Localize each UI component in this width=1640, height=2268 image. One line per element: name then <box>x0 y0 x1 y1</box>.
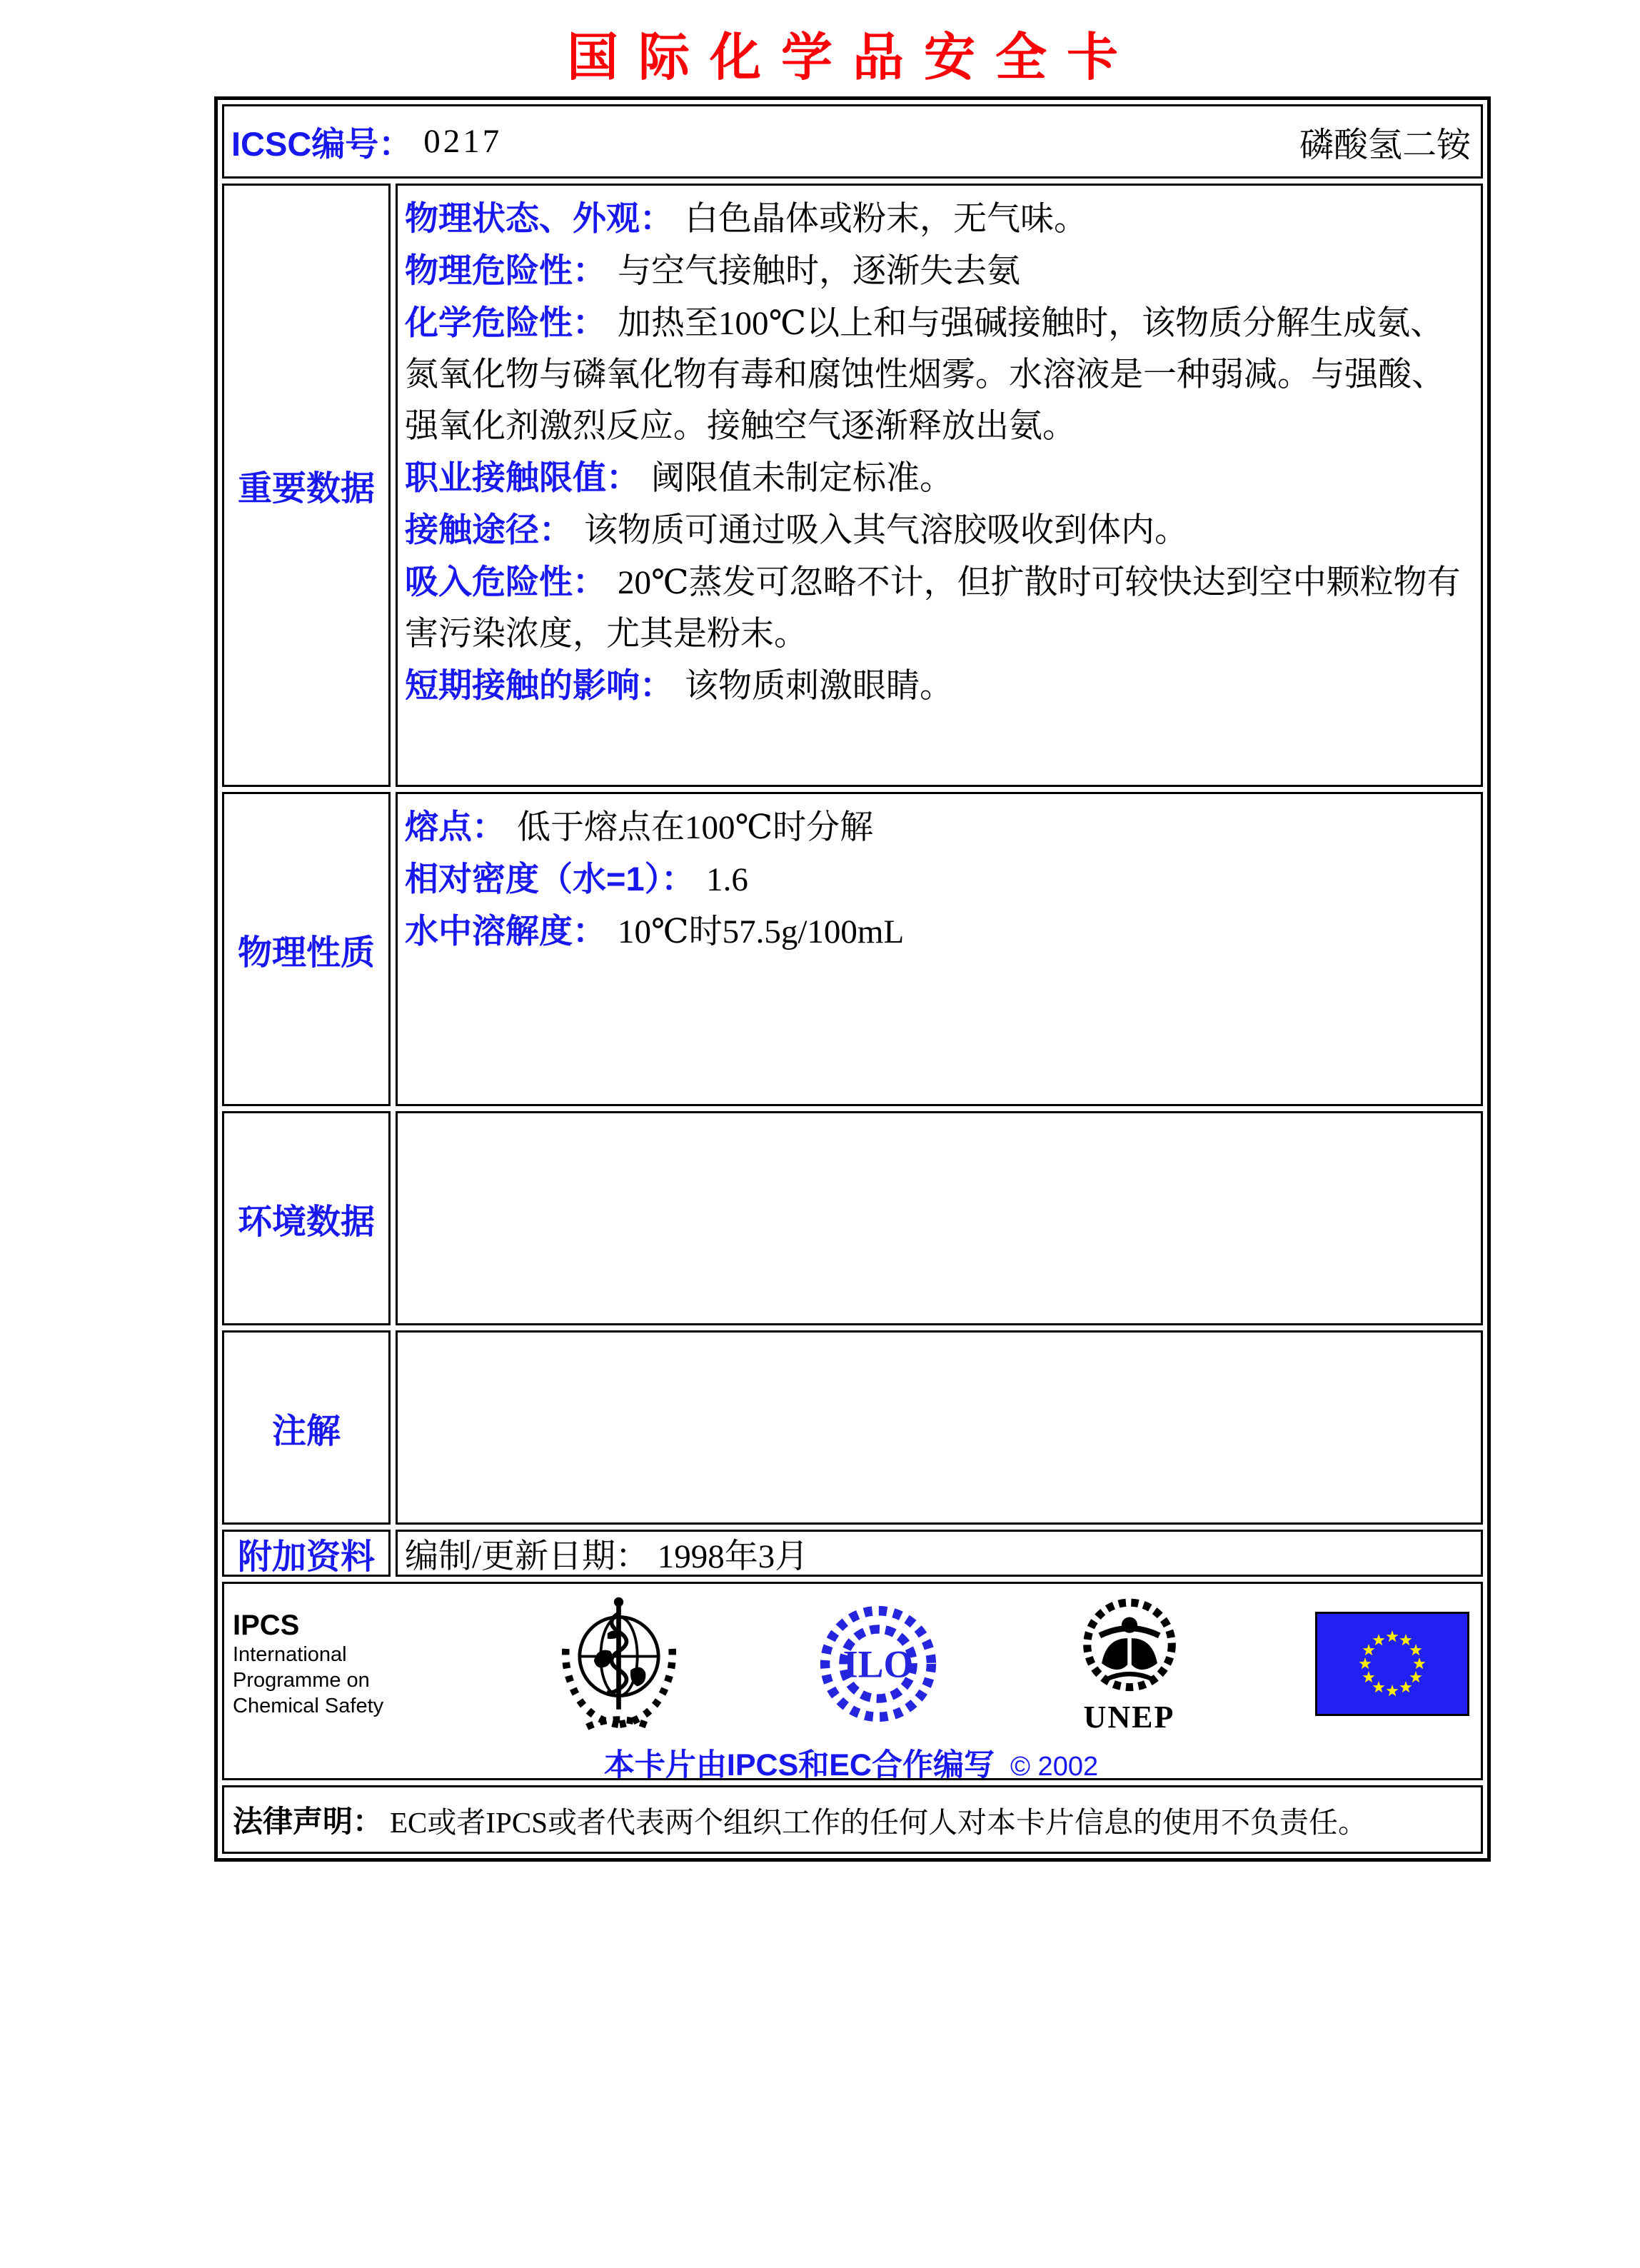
ipcs-acronym: IPCS <box>233 1610 300 1641</box>
section-row-notes <box>222 1330 1483 1525</box>
page-title: 国际化学品安全卡 <box>566 29 1138 86</box>
logo-strip <box>233 1594 1469 1734</box>
who-logo-icon <box>548 1594 690 1734</box>
section-row-additional-info <box>222 1530 1483 1577</box>
header-row <box>222 104 1483 179</box>
section-content-additional-info <box>396 1530 1483 1577</box>
content-line <box>405 853 1471 905</box>
line-text: 该物质刺激眼睛。 <box>685 668 953 705</box>
section-row-physical-properties <box>222 792 1483 1106</box>
content-line <box>405 452 1471 504</box>
ilo-logo-icon <box>813 1597 943 1730</box>
line-text: 加热至100℃以上和与强碱接触时，该物质分解生成氨、氮氧化物与磷氧化物有毒和腐蚀性烟雾。水溶液是一种弱减。与强酸、强氧化剂激烈反应。接触空气逐渐释放出氨。 <box>405 305 1445 445</box>
section-label-additional-info: 附加资料 <box>222 1530 391 1577</box>
caption-line <box>233 1741 1469 1785</box>
logos-cell <box>222 1582 1483 1780</box>
section-row-environmental-data <box>222 1111 1483 1325</box>
ipcs-subtitle-line: Chemical Safety <box>233 1695 384 1717</box>
line-text: 与空气接触时，逐渐失去氨 <box>618 253 1020 290</box>
line-text: 白色晶体或粉末，无气味。 <box>685 201 1087 238</box>
legal-row <box>222 1785 1483 1854</box>
ipcs-block <box>233 1609 424 1719</box>
ipcs-subtitle-line: Programme on <box>233 1669 370 1692</box>
header-cell <box>222 104 1483 179</box>
content-line <box>405 193 1471 245</box>
line-label: 物理危险性： <box>405 251 606 289</box>
ilo-logo-text: ILO <box>842 1642 914 1686</box>
line-label: 水中溶解度： <box>405 912 606 950</box>
update-date-text: 编制/更新日期： 1998年3月 <box>405 1537 809 1575</box>
line-label: 接触途径： <box>405 511 573 548</box>
line-label: 短期接触的影响： <box>405 666 673 704</box>
line-label: 职业接触限值： <box>405 458 640 496</box>
line-text: 20℃蒸发可忽略不计，但扩散时可较快达到空中颗粒物有害污染浓度，尤其是粉末。 <box>405 564 1461 653</box>
content-line <box>405 801 1471 853</box>
ipcs-subtitle-line: International <box>233 1643 347 1666</box>
icsc-number-label: ICSC编号： <box>231 124 413 163</box>
content-line <box>405 556 1471 660</box>
cooperation-caption: 本卡片由IPCS和EC合作编写 <box>603 1748 995 1782</box>
section-label-environmental-data: 环境数据 <box>222 1111 391 1325</box>
content-line <box>405 504 1471 556</box>
line-label: 熔点： <box>405 808 505 846</box>
section-content-environmental-data <box>396 1111 1483 1325</box>
line-text: 阈限值未制定标准。 <box>651 460 953 497</box>
line-label: 化学危险性： <box>405 303 606 341</box>
line-text: 1.6 <box>706 861 748 898</box>
line-text: 10℃时57.5g/100mL <box>618 913 905 950</box>
section-label-notes: 注解 <box>222 1330 391 1525</box>
content-line <box>405 245 1471 297</box>
eu-flag-icon <box>1315 1612 1469 1716</box>
line-label: 相对密度（水=1）： <box>405 860 695 898</box>
line-text: 低于熔点在100℃时分解 <box>517 809 874 846</box>
copyright-text: © 2002 <box>1010 1752 1099 1782</box>
chemical-name: 磷酸氢二铵 <box>1299 126 1471 164</box>
content-line <box>405 905 1471 958</box>
section-label-physical-properties: 物理性质 <box>222 792 391 1106</box>
legal-notice-text: EC或者IPCS或者代表两个组织工作的任何人对本卡片信息的使用不负责任。 <box>390 1805 1368 1839</box>
content-line <box>405 660 1471 712</box>
line-text: 该物质可通过吸入其气溶胶吸收到体内。 <box>584 512 1188 549</box>
line-label: 吸入危险性： <box>405 563 606 601</box>
logos-row <box>222 1582 1483 1780</box>
line-label: 物理状态、外观： <box>405 199 673 237</box>
content-line <box>405 297 1471 452</box>
icsc-card-table <box>214 96 1491 1862</box>
section-content-important-data <box>396 184 1483 787</box>
legal-cell <box>222 1785 1483 1854</box>
section-content-notes <box>396 1330 1483 1525</box>
section-content-physical-properties <box>396 792 1483 1106</box>
legal-notice-label: 法律声明： <box>233 1805 383 1838</box>
unep-logo-icon <box>1067 1595 1192 1733</box>
section-row-important-data <box>222 184 1483 787</box>
unep-logo-text: UNEP <box>1083 1700 1175 1735</box>
icsc-number: 0217 <box>423 123 503 160</box>
section-label-important-data: 重要数据 <box>222 184 391 787</box>
